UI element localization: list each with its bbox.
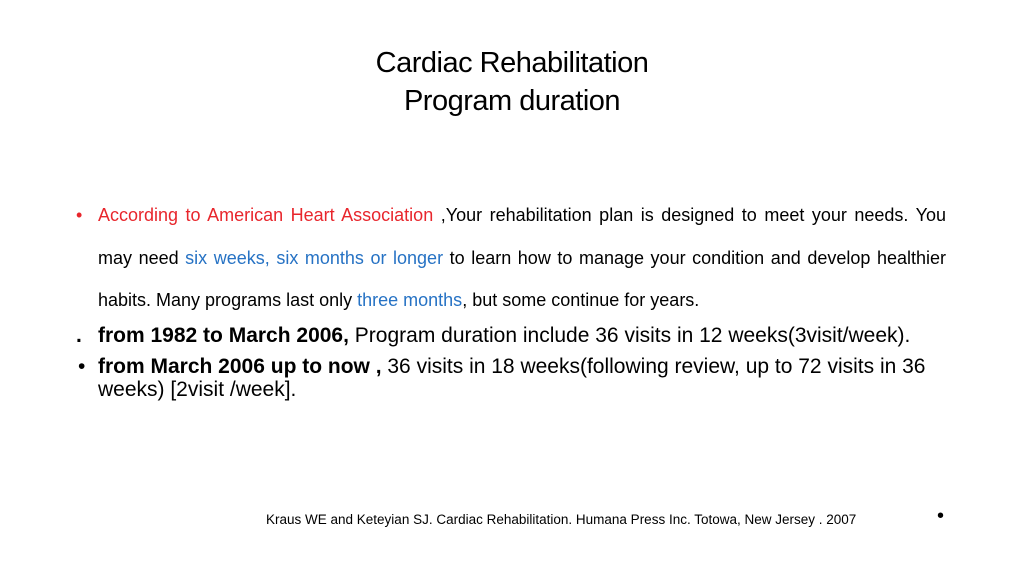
aha-paragraph xyxy=(76,194,946,322)
period-2006-now-item xyxy=(76,355,946,401)
three-months-highlight: three months xyxy=(357,290,463,310)
title-line-1: Cardiac Rehabilitation xyxy=(375,47,649,79)
slide-title xyxy=(0,44,1024,120)
bullet-icon: • xyxy=(76,205,83,225)
slide-body xyxy=(76,194,946,401)
duration-highlight: six weeks, six months or longer xyxy=(185,247,444,268)
paragraph-text: ,Your rehabilitation plan is designed to meet your needs. You may need xyxy=(98,205,946,268)
period-label: from March 2006 up to now , xyxy=(98,354,382,378)
trailing-bullet-icon: • xyxy=(937,505,945,527)
aha-source-text: According to American Heart Association xyxy=(98,205,441,225)
title-line-2: Program duration xyxy=(403,85,621,117)
paragraph-text: to learn how to manage your condition and develop healthier habits. Many programs last only xyxy=(98,247,947,310)
period-1982-2006-item xyxy=(76,324,946,347)
period-description: Program duration include 36 visits in 12 weeks(3visit/week). xyxy=(348,323,911,347)
period-description: 36 visits in 18 weeks(following review, up to 72 visits in 36 weeks) [2visit /week]. xyxy=(98,354,926,401)
period-label: from 1982 to March 2006, xyxy=(98,323,349,347)
bullet-icon: • xyxy=(78,354,86,378)
citation: Kraus WE and Keteyian SJ. Cardiac Rehabilitation. Humana Press Inc. Totowa, New Jersey . 2007 xyxy=(266,512,857,527)
paragraph-text: , but some continue for years. xyxy=(462,290,700,310)
lead-dot: . xyxy=(76,323,82,347)
